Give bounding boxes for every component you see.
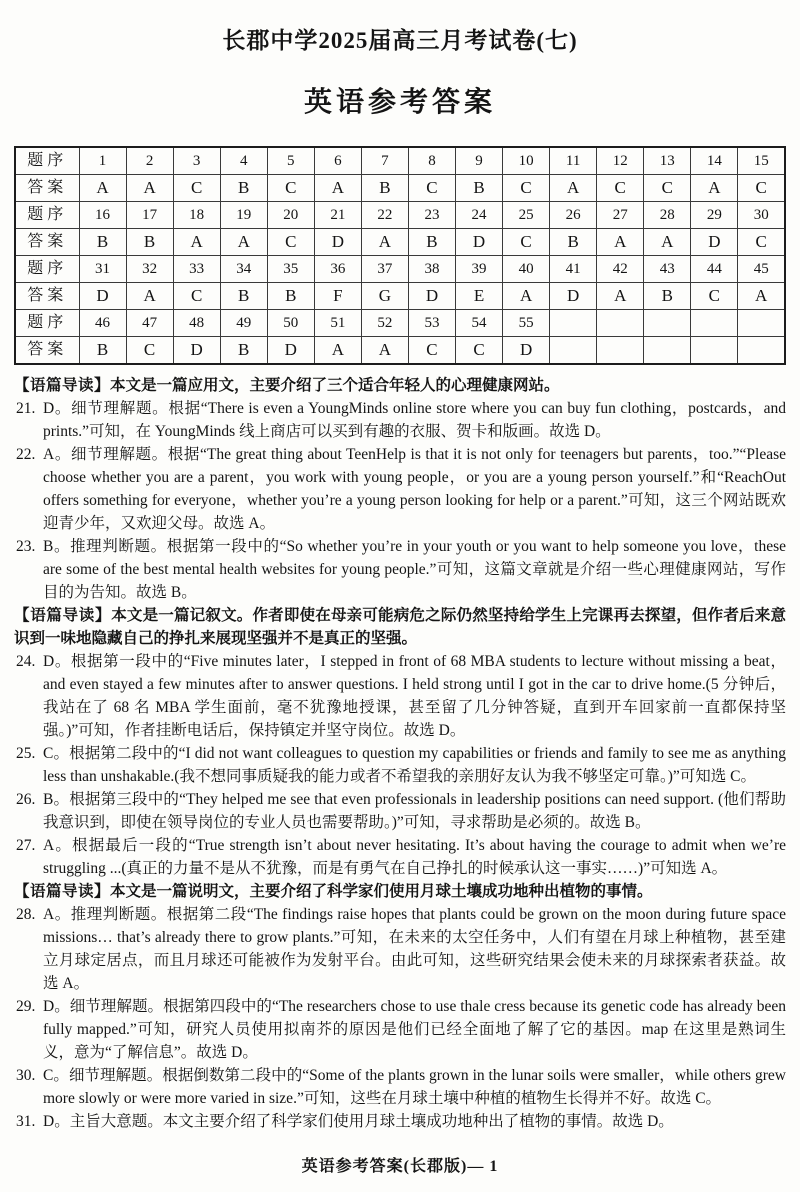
item-explanation-text: A。细节理解题。根据“The great thing about TeenHelp is that it is not only for teenagers but parents，too.”“Please choose whether you are a parent，you work with young people，or you are a young person yourself.”和“ReachOut offers something for everyone，whether you’re a young person looking for help or a parent.”可知，这三个网站既欢迎青少年，又欢迎父母。故选 A。 <box>43 446 786 532</box>
question-number-cell <box>550 310 597 337</box>
answer-row <box>15 337 785 365</box>
answer-cell: D <box>691 229 738 256</box>
answer-cell: C <box>126 337 173 365</box>
answers-body <box>14 374 786 1133</box>
answer-cell: A <box>173 229 220 256</box>
question-number-cell: 45 <box>738 256 785 283</box>
answer-cell: C <box>408 175 455 202</box>
row-label-cell: 答案 <box>15 175 79 202</box>
question-number-cell: 10 <box>503 147 550 175</box>
question-number-cell: 3 <box>173 147 220 175</box>
question-number-cell: 35 <box>267 256 314 283</box>
answer-cell: B <box>361 175 408 202</box>
question-number-cell: 18 <box>173 202 220 229</box>
question-number-cell: 14 <box>691 147 738 175</box>
question-number-cell: 48 <box>173 310 220 337</box>
question-number-cell: 21 <box>314 202 361 229</box>
question-number-cell: 23 <box>408 202 455 229</box>
item-explanation-text: A。根据最后一段的“True strength isn’t about never hesitating. It’s about having the courage to admit when we’re struggling ...(真正的力量不是从不犹豫，而是有勇气在自己挣扎的时候承认这一事实……)”可知选 A。 <box>43 837 786 877</box>
answer-cell: C <box>267 229 314 256</box>
answers-heading: 英语参考答案 <box>303 86 496 117</box>
question-number-cell: 17 <box>126 202 173 229</box>
answer-key-table <box>14 146 786 365</box>
answer-cell: A <box>126 283 173 310</box>
answer-cell: A <box>79 175 126 202</box>
answer-item-29 <box>14 995 786 1064</box>
answer-item-27 <box>14 834 786 880</box>
question-number-cell: 40 <box>503 256 550 283</box>
answer-cell: E <box>456 283 503 310</box>
answer-cell: A <box>691 175 738 202</box>
question-number-row <box>15 310 785 337</box>
question-number-cell <box>738 310 785 337</box>
item-number: 24. <box>16 653 36 670</box>
question-number-cell: 8 <box>408 147 455 175</box>
question-number-cell: 36 <box>314 256 361 283</box>
passage-lead-prefix: 【语篇导读】 <box>14 377 111 394</box>
question-number-cell: 20 <box>267 202 314 229</box>
answer-cell: C <box>644 175 691 202</box>
question-number-cell: 19 <box>220 202 267 229</box>
question-number-cell: 41 <box>550 256 597 283</box>
question-number-cell: 55 <box>503 310 550 337</box>
answer-cell: C <box>503 175 550 202</box>
passage-lead <box>14 880 786 903</box>
answer-cell: C <box>408 337 455 365</box>
question-number-cell: 25 <box>503 202 550 229</box>
question-number-cell: 24 <box>456 202 503 229</box>
passage-lead-text: 本文是一篇应用文，主要介绍了三个适合年轻人的心理健康网站。 <box>110 377 560 394</box>
answer-cell: A <box>550 175 597 202</box>
question-number-cell <box>644 310 691 337</box>
answer-cell <box>738 337 785 365</box>
row-label-cell: 题序 <box>15 202 79 229</box>
answer-cell: D <box>173 337 220 365</box>
passage-lead <box>14 604 786 650</box>
answer-item-26 <box>14 788 786 834</box>
question-number-cell: 49 <box>220 310 267 337</box>
item-number: 31. <box>16 1113 36 1130</box>
answer-cell: G <box>361 283 408 310</box>
answer-cell: D <box>267 337 314 365</box>
answer-item-21 <box>14 397 786 443</box>
answer-cell: A <box>314 337 361 365</box>
answer-table-body <box>15 147 785 364</box>
answer-row <box>15 175 785 202</box>
exam-title: 长郡中学2025届高三月考试卷(七) <box>222 28 578 53</box>
answer-cell: C <box>691 283 738 310</box>
answer-cell: D <box>79 283 126 310</box>
answer-cell: A <box>361 337 408 365</box>
answer-cell: A <box>314 175 361 202</box>
answer-item-25 <box>14 742 786 788</box>
question-number-cell: 30 <box>738 202 785 229</box>
question-number-cell: 6 <box>314 147 361 175</box>
answer-cell: C <box>597 175 644 202</box>
answer-cell: C <box>738 229 785 256</box>
question-number-row <box>15 256 785 283</box>
answer-item-24 <box>14 650 786 742</box>
answer-cell: F <box>314 283 361 310</box>
item-number: 25. <box>16 745 36 762</box>
answer-cell: A <box>503 283 550 310</box>
row-label-cell: 答案 <box>15 229 79 256</box>
question-number-cell <box>691 310 738 337</box>
question-number-cell: 50 <box>267 310 314 337</box>
question-number-cell <box>597 310 644 337</box>
answer-cell <box>597 337 644 365</box>
passage-lead <box>14 374 786 397</box>
answer-cell: C <box>738 175 785 202</box>
item-number: 23. <box>16 538 36 555</box>
answer-cell: A <box>597 283 644 310</box>
answer-cell <box>550 337 597 365</box>
answer-cell: A <box>361 229 408 256</box>
question-number-cell: 5 <box>267 147 314 175</box>
question-number-cell: 13 <box>644 147 691 175</box>
question-number-cell: 51 <box>314 310 361 337</box>
answer-cell: B <box>550 229 597 256</box>
answer-cell: D <box>503 337 550 365</box>
answer-cell: D <box>456 229 503 256</box>
item-number: 30. <box>16 1067 36 1084</box>
answer-cell: C <box>173 283 220 310</box>
question-number-cell: 12 <box>597 147 644 175</box>
question-number-cell: 44 <box>691 256 738 283</box>
question-number-cell: 43 <box>644 256 691 283</box>
answer-cell: B <box>267 283 314 310</box>
page-footer: 英语参考答案(长郡版)— 1 <box>301 1158 499 1175</box>
answer-cell: B <box>79 229 126 256</box>
answer-row <box>15 229 785 256</box>
item-explanation-text: A。推理判断题。根据第二段“The findings raise hopes that plants could be grown on the moon during future space missions… that’s already there to grow plants.”可知，在未来的太空任务中，人们有望在月球上种植物，甚至建立月球定居点，而且月球还可能被作为发射平台。由此可知，这些研究结果会使未来的月球探索者获益。故选 A。 <box>43 906 786 992</box>
answer-row <box>15 283 785 310</box>
item-explanation-text: D。主旨大意题。本文主要介绍了科学家们使用月球土壤成功地种出了植物的事情。故选 D。 <box>43 1113 674 1130</box>
item-number: 28. <box>16 906 36 923</box>
answer-cell: A <box>738 283 785 310</box>
item-number: 26. <box>16 791 36 808</box>
question-number-cell: 7 <box>361 147 408 175</box>
answer-cell: C <box>503 229 550 256</box>
question-number-cell: 9 <box>456 147 503 175</box>
item-number: 21. <box>16 400 36 417</box>
item-number: 29. <box>16 998 36 1015</box>
question-number-cell: 38 <box>408 256 455 283</box>
item-explanation-text: C。根据第二段中的“I did not want colleagues to question my capabilities or friends and family to see me as anything less than unshakable.(我不想同事质疑我的能力或者不希望我的亲朋好友认为我不够坚定可靠。)”可知选 C。 <box>43 745 786 785</box>
answer-item-28 <box>14 903 786 995</box>
answer-cell: B <box>220 283 267 310</box>
answer-cell: B <box>456 175 503 202</box>
item-number: 27. <box>16 837 36 854</box>
answer-cell: B <box>220 175 267 202</box>
question-number-cell: 39 <box>456 256 503 283</box>
item-number: 22. <box>16 446 36 463</box>
item-explanation-text: B。根据第三段中的“They helped me see that even professionals in leadership positions can need support. (他们帮助我意识到，即使在领导岗位的专业人员也需要帮助。)”可知，寻求帮助是必须的。故选 B。 <box>43 791 786 831</box>
question-number-cell: 37 <box>361 256 408 283</box>
answer-cell: C <box>267 175 314 202</box>
row-label-cell: 答案 <box>15 283 79 310</box>
row-label-cell: 答案 <box>15 337 79 365</box>
question-number-cell: 11 <box>550 147 597 175</box>
answer-cell: D <box>314 229 361 256</box>
answer-cell: C <box>456 337 503 365</box>
question-number-cell: 42 <box>597 256 644 283</box>
question-number-cell: 16 <box>79 202 126 229</box>
question-number-cell: 33 <box>173 256 220 283</box>
question-number-cell: 15 <box>738 147 785 175</box>
answer-cell: B <box>126 229 173 256</box>
answer-cell: B <box>220 337 267 365</box>
answer-cell: B <box>644 283 691 310</box>
question-number-cell: 28 <box>644 202 691 229</box>
answer-cell: A <box>220 229 267 256</box>
answer-cell: D <box>408 283 455 310</box>
answer-cell: A <box>126 175 173 202</box>
answer-item-22 <box>14 443 786 535</box>
item-explanation-text: D。细节理解题。根据第四段中的“The researchers chose to use thale cress because its genetic code has already been fully mapped.”可知，研究人员使用拟南芥的原因是他们已经全面地了解了它的基因。map 在这里是熟词生义，意为“了解信息”。故选 D。 <box>43 998 786 1061</box>
passage-lead-text: 本文是一篇说明文，主要介绍了科学家们使用月球土壤成功地种出植物的事情。 <box>110 883 653 900</box>
item-explanation-text: B。推理判断题。根据第一段中的“So whether you’re in your youth or you want to help someone you love，these are some of the best mental health websites for young people.”可知，这篇文章就是介绍一些心理健康网站，写作目的为告知。故选 B。 <box>43 538 786 601</box>
item-explanation-text: C。细节理解题。根据倒数第二段中的“Some of the plants grown in the lunar soils were smaller，while others grew more slowly or were more varied in size.”可知，这些在月球土壤中种植的植物生长得并不好。故选 C。 <box>43 1067 786 1107</box>
answer-cell: A <box>597 229 644 256</box>
question-number-cell: 29 <box>691 202 738 229</box>
question-number-cell: 22 <box>361 202 408 229</box>
question-number-cell: 4 <box>220 147 267 175</box>
question-number-cell: 27 <box>597 202 644 229</box>
answer-cell: B <box>408 229 455 256</box>
answer-cell <box>644 337 691 365</box>
question-number-cell: 54 <box>456 310 503 337</box>
question-number-cell: 31 <box>79 256 126 283</box>
passage-lead-prefix: 【语篇导读】 <box>14 883 111 900</box>
question-number-cell: 53 <box>408 310 455 337</box>
answer-cell: B <box>79 337 126 365</box>
item-explanation-text: D。根据第一段中的“Five minutes later，I stepped in front of 68 MBA students to lecture without missing a beat，and even stayed a few minutes after to answer questions. I held strong until I got in the car to drive home.(5 分钟后，我站在了 68 名 MBA 学生面前，毫不犹豫地授课，甚至留了几分钟答疑，直到开车回家前一直都保持坚强。)”可知，作者挂断电话后，保持镇定并坚守岗位。故选 D。 <box>43 653 786 739</box>
question-number-row <box>15 202 785 229</box>
question-number-cell: 52 <box>361 310 408 337</box>
row-label-cell: 题序 <box>15 147 79 175</box>
answer-item-31 <box>14 1110 786 1133</box>
passage-lead-text: 本文是一篇记叙文。作者即使在母亲可能病危之际仍然坚持给学生上完课再去探望，但作者后来意识到一味地隐藏自己的挣扎来展现坚强并不是真正的坚强。 <box>14 607 786 647</box>
answer-item-23 <box>14 535 786 604</box>
answer-cell: C <box>173 175 220 202</box>
question-number-row <box>15 147 785 175</box>
answer-cell <box>691 337 738 365</box>
answer-cell: A <box>644 229 691 256</box>
answer-cell: D <box>550 283 597 310</box>
answer-item-30 <box>14 1064 786 1110</box>
question-number-cell: 32 <box>126 256 173 283</box>
question-number-cell: 2 <box>126 147 173 175</box>
row-label-cell: 题序 <box>15 310 79 337</box>
question-number-cell: 47 <box>126 310 173 337</box>
passage-lead-prefix: 【语篇导读】 <box>14 607 112 624</box>
question-number-cell: 26 <box>550 202 597 229</box>
question-number-cell: 34 <box>220 256 267 283</box>
question-number-cell: 1 <box>79 147 126 175</box>
question-number-cell: 46 <box>79 310 126 337</box>
item-explanation-text: D。细节理解题。根据“There is even a YoungMinds online store where you can buy fun clothing，postcards，and prints.”可知，在 YoungMinds 线上商店可以买到有趣的衣服、贺卡和版画。故选 D。 <box>43 400 786 440</box>
row-label-cell: 题序 <box>15 256 79 283</box>
